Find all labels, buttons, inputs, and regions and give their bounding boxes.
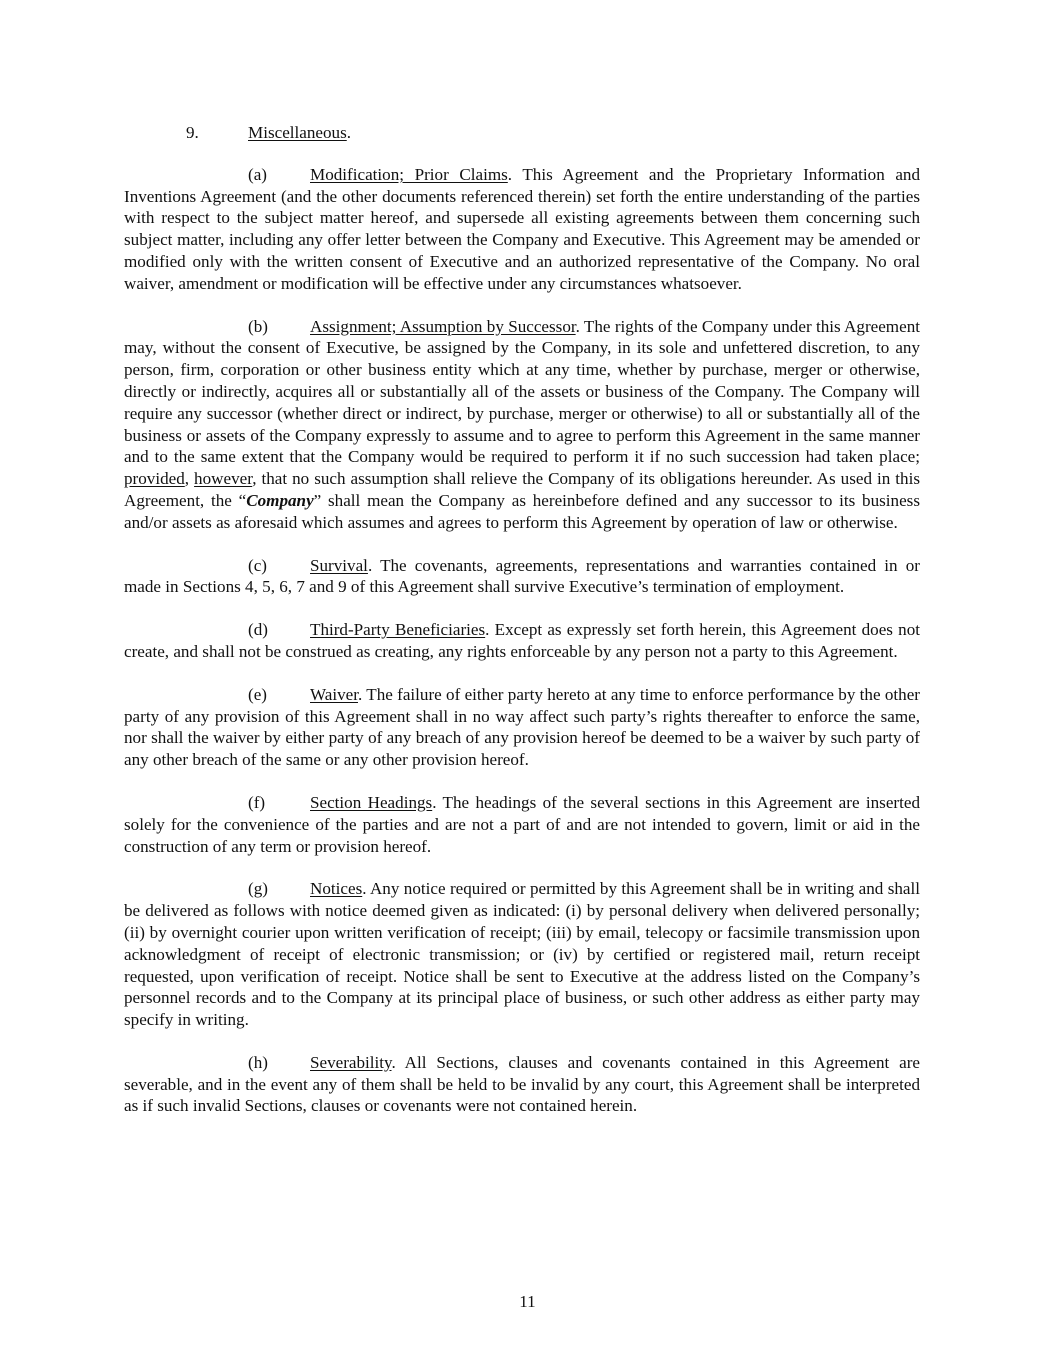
paragraph-letter: (d) bbox=[248, 620, 268, 640]
paragraph-letter: (c) bbox=[248, 555, 267, 575]
provided-term: provided bbox=[124, 469, 185, 489]
paragraph-heading: Assignment; Assumption by Successor bbox=[310, 316, 576, 336]
paragraph-heading: Notices bbox=[310, 879, 363, 899]
paragraph-text: ” shall mean the Company as hereinbefore defined and any successor to its business and/or assets as aforesaid which assumes and agrees to perform this Agreement by operation of law or otherwise. bbox=[124, 490, 920, 532]
paragraph-b bbox=[124, 316, 920, 534]
paragraph-heading: Severability bbox=[310, 1052, 392, 1072]
paragraph-d bbox=[124, 619, 920, 663]
paragraph-text: The failure of either party hereto at any time to enforce performance by the other party of any provision of this Agreement shall in no way affect such party’s rights thereafter to enforce the same, nor shall the waiver by either party of any breach of any provision hereof be deemed to be a waiver by such party of any other breach of the same or any other provision hereof. bbox=[124, 684, 920, 770]
paragraph-heading: Modification; Prior Claims bbox=[310, 164, 508, 184]
paragraph-heading-punct: . bbox=[391, 1052, 396, 1072]
paragraph-heading-punct: . bbox=[575, 316, 580, 336]
paragraph-heading-punct: . bbox=[357, 684, 363, 704]
paragraph-heading: Section Headings bbox=[310, 792, 433, 812]
paragraph-letter: (e) bbox=[248, 684, 267, 704]
page-number: 11 bbox=[519, 1292, 536, 1311]
paragraph-letter: (b) bbox=[248, 316, 268, 336]
paragraph-heading-punct: . bbox=[362, 879, 367, 899]
paragraph-text: This Agreement and the Proprietary Information and Inventions Agreement (and the other documents referenced therein) set forth the entire understanding of the parties with respect to the subject matter hereof, and supersede all existing agreements between them concerning such subject matter, including any offer letter between the Company and Executive. This Agreement may be amended or modified only with the written consent of Executive and an authorized representative of the Company. No oral waiver, amendment or modification will be effective under any circumstances whatsoever. bbox=[124, 164, 921, 293]
paragraph-text: The headings of the several sections in this Agreement are inserted solely for the convenience of the parties and are not a part of and are not intended to govern, limit or aid in the construction of any term or provision hereof. bbox=[124, 792, 920, 856]
document-page bbox=[124, 122, 920, 1138]
paragraph-heading: Survival bbox=[310, 555, 368, 575]
paragraph-a bbox=[124, 164, 920, 295]
defined-term-company: Company bbox=[246, 490, 314, 510]
paragraph-f bbox=[124, 792, 920, 857]
paragraph-heading: Third-Party Beneficiaries bbox=[310, 620, 486, 640]
paragraph-heading: Waiver bbox=[310, 684, 358, 704]
paragraph-letter: (g) bbox=[248, 879, 268, 899]
paragraph-letter: (h) bbox=[248, 1052, 268, 1072]
paragraph-text: , that no such assumption shall relieve the Company of its obligations hereunder. As used in this Agreement, the “ bbox=[124, 469, 921, 510]
paragraph-c bbox=[124, 555, 920, 599]
paragraph-e bbox=[124, 684, 920, 771]
paragraph-g bbox=[124, 878, 920, 1031]
paragraph-letter: (f) bbox=[248, 792, 266, 812]
paragraph-heading-punct: . bbox=[367, 555, 373, 575]
section-title: Miscellaneous bbox=[248, 123, 347, 142]
paragraph-letter: (a) bbox=[248, 164, 267, 184]
paragraph-text: All Sections, clauses and covenants contained in this Agreement are severable, and in the event any of them shall be held to be invalid by any court, this Agreement shall be interpreted as if such invalid Sections, clauses or covenants were not contained herein. bbox=[124, 1052, 920, 1116]
section-number: 9. bbox=[186, 123, 199, 142]
paragraph-text: The covenants, agreements, representations and warranties contained in or made in Sections 4, 5, 6, 7 and 9 of this Agreement shall survive Executive’s termination of employment. bbox=[124, 555, 920, 597]
paragraph-heading-punct: . bbox=[485, 620, 490, 640]
paragraph-heading-punct: . bbox=[432, 792, 437, 812]
paragraph-text: Any notice required or permitted by this Agreement shall be in writing and shall be delivered as follows with notice deemed given as indicated: (i) by personal delivery when delivered personally; (ii) by overnight courier upon written verification of receipt; (iii) by email, telecopy or facsimile transmission upon acknowledgment of receipt of electronic transmission; or (iv) by certified or registered mail, return receipt requested, upon verification of receipt. Notice shall be sent to Executive at the address listed on the Company’s personnel records and to the Company at its principal place of business, or such other address as either party may specify in writing. bbox=[124, 879, 920, 1030]
paragraph-text: Except as expressly set forth herein, this Agreement does not create, and shall not be construed as creating, any rights enforceable by any person not a party to this Agreement. bbox=[124, 620, 920, 661]
section-heading bbox=[124, 122, 920, 144]
paragraph-h bbox=[124, 1052, 920, 1117]
however-term: however bbox=[194, 469, 253, 489]
paragraph-text: , bbox=[184, 469, 195, 489]
paragraph-heading-punct: . bbox=[507, 164, 513, 184]
paragraph-text: The rights of the Company under this Agreement may, without the consent of Executive, be assigned by the Company, in its sole and unfettered discretion, to any person, firm, corporation or other business entity which at any time, whether by purchase, merger or otherwise, directly or indirectly, acquires all or substantially all of the assets or business of the Company. The Company will require any successor (whether direct or indirect, by purchase, merger or otherwise) to all or substantially all of the business or assets of the Company expressly to assume and to agree to perform this Agreement in the same manner and to the same extent that the Company would be required to perform it if no such succession had taken place; bbox=[124, 316, 920, 467]
section-title-punct: . bbox=[346, 123, 352, 142]
